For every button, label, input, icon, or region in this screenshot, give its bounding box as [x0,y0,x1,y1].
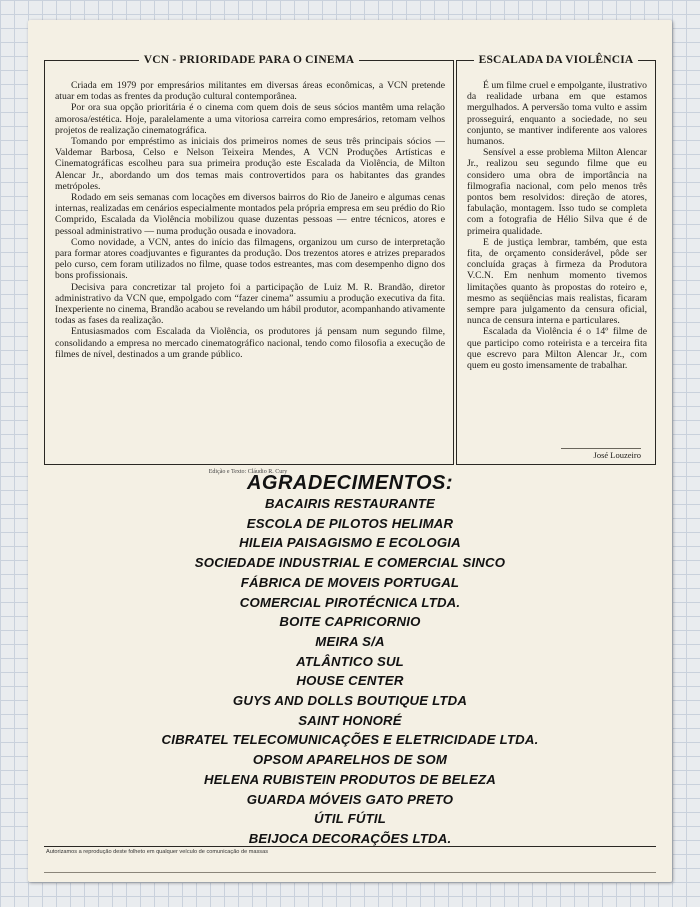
title-rule-left [457,60,474,61]
article-escalada [456,54,656,465]
reproduction-notice: Autorizamos a reprodução deste folheto em qualquer veículo de comunicação de massas [46,849,269,855]
paragraph: Entusiasmados com Escalada da Violência, os produtores já pensam num segundo filme, consolidando a empresa no mercado cinematográfico nacional, tendo como filosofia a execução de filmes de nível, destinados a um grande público. [55,326,445,360]
acknowledgements [28,472,672,849]
article-escalada-title: ESCALADA DA VIOLÊNCIA [478,54,634,66]
paragraph: É um filme cruel e empolgante, ilustrativo da realidade urbana em que estamos mergulhados. A perversão toma vulto e assim prosseguirá, enquanto a sociedade, no seu conjunto, se mantiver indiferente aos valores humanos. [467,80,647,148]
sponsor-item: OPSOM APARELHOS DE SOM [252,752,448,768]
sponsor-item: BEIJOCA DECORAÇÕES LTDA. [248,830,452,846]
paragraph: Rodado em seis semanas com locações em diversos bairros do Rio de Janeiro e algumas cenas internas, realizadas em cenários especialmente montados pela própria empresa em seu prédio do Rio Comprido, Escalada da Violência mobilizou quase duzentas pessoas — entre técnicos, atores e pessoal administrativo — numa produção ousada e inovadora. [55,192,445,237]
sponsor-item: SAINT HONORÉ [298,712,402,728]
sponsor-item: BOITE CAPRICORNIO [279,614,421,630]
acknowledgements-title: AGRADECIMENTOS: [246,472,454,494]
sponsor-item: FÁBRICA DE MOVEIS PORTUGAL [240,574,460,590]
paragraph: Como novidade, a VCN, antes do início das filmagens, organizou um curso de interpretação para formar atores coadjuvantes e figurantes da produção. Dos trezentos atores e atrizes preparados pelo curso, cem foram utilizados no filme, quase todos estreantes, mas com desempenho digno dos bons profissionais. [55,236,445,282]
sponsor-item: ÚTIL FÚTIL [313,811,387,827]
article-vcn-body [55,80,445,360]
paragraph: Criada em 1979 por empresários militantes em diversas áreas econômicas, a VCN pretende atuar em todas as frentes da produção cultural contemporânea. [55,80,445,103]
sponsor-item: MEIRA S/A [315,633,385,649]
paragraph: Por ora sua opção prioritária é o cinema com quem dois de seus sócios mantêm uma relação amorosa/estética. Hoje, paralelamente a uma vitoriosa carreira como empresários, retomam velhos projetos de realização cinematográfica. [55,102,445,136]
author-byline: José Louzeiro [561,448,641,460]
article-escalada-body [467,80,647,371]
sponsor-item: SOCIEDADE INDUSTRIAL E COMERCIAL SINCO [194,555,506,571]
article-escalada-header [457,52,655,68]
sponsor-item: ATLÂNTICO SUL [296,653,404,669]
sponsor-item: GUARDA MÓVEIS GATO PRETO [246,791,454,807]
title-rule-left [45,60,139,61]
footer-bottom-rule [44,872,656,873]
article-vcn-title: VCN - PRIORIDADE PARA O CINEMA [143,54,355,66]
sponsor-item: HOUSE CENTER [296,673,404,689]
editorial-credit: Edição e Texto: Cláudio R. Cury [208,469,288,475]
paragraph: Decisiva para concretizar tal projeto foi a participação de Luiz M. R. Brandão, diretor administrativo da VCN que, empolgado com “fazer cinema” assumiu a produção executiva da fita. Inexperiente no cinema, Brandão acabou se revelando um hábil produtor, acompanhando ativamente todas as fases da realização. [55,281,445,327]
article-vcn-header [45,52,453,68]
paragraph: Tomando por empréstimo as iniciais dos primeiros nomes de seus três principais sócios — Valdemar Barbosa, Celso e Nelson Teixeira Mendes, A VCN Produções Artísticas e Cinematográficas escolheu para sua primeira produção este Escalada da Violência, de Milton Alencar Jr., abordando um dos temas mais controvertidos para os habitantes das grandes metrópoles. [55,136,445,192]
title-rule-right [638,60,655,61]
sponsor-item: CIBRATEL TELECOMUNICAÇÕES E ELETRICIDADE LTDA. [161,732,539,748]
sponsor-item: HELENA RUBISTEIN PRODUTOS DE BELEZA [203,771,497,787]
article-vcn [44,54,454,465]
sponsor-item: GUYS AND DOLLS BOUTIQUE LTDA [232,693,468,709]
paragraph: Sensível a esse problema Milton Alencar Jr., realizou seu segundo filme que eu considero uma obra de importância na filmografia nacional, com pelo menos três pontos bem resolvidos: direção de atores, fabulação, montagem. Isso tudo se completa com a fotografia de Hélio Silva que é de primeira qualidade. [467,147,647,237]
sponsor-item: BACAIRIS RESTAURANTE [264,496,436,511]
sponsor-item: COMERCIAL PIROTÉCNICA LTDA. [239,594,461,610]
paragraph: E de justiça lembrar, também, que esta fita, de orçamento considerável, pôde ser concluída graças à firmeza da Produtora V.C.N. Em nenhum momento tivemos limitações quanto às propostas do roteiro e, mesmo as seqüências mais realistas, ficaram sempre para julgamento da censura oficial, nunca de censura interna e particulares. [467,236,647,327]
leaflet-sheet [28,20,672,882]
footer-divider [44,846,656,847]
sponsor-item: HILEIA PAISAGISMO E ECOLOGIA [239,535,461,551]
title-rule-right [359,60,453,61]
sponsor-item: ESCOLA DE PILOTOS HELIMAR [246,515,454,531]
paragraph: Escalada da Violência é o 14º filme de que participo como roteirista e a terceira fita que escrevo para Milton Alencar Jr., com quem eu gosto imensamente de trabalhar. [467,326,647,372]
